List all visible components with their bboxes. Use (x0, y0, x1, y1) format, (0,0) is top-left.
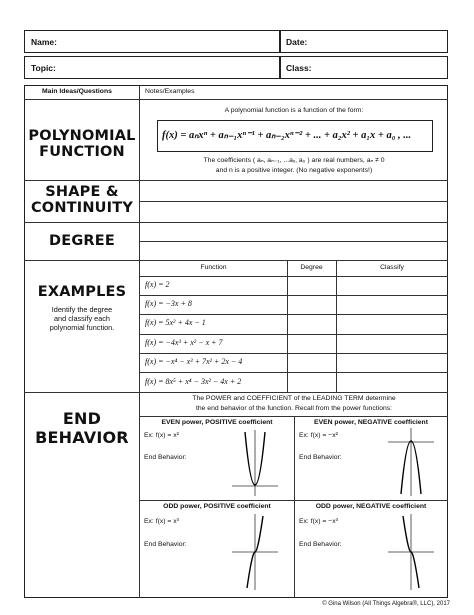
coefficients-line1: The coefficients ( aₙ, aₙ₋₁, ...aₓ, a₀ ) are real numbers, aₙ ≠ 0 (203, 157, 385, 164)
formula-box (157, 120, 433, 152)
odd-positive-title: ODD power, POSITIVE coefficient (163, 503, 271, 510)
function-cell: f(x) = 2 (145, 280, 170, 289)
date-label: Date: (286, 37, 308, 47)
odd-negative-title: ODD power, NEGATIVE coefficient (315, 503, 427, 510)
degree-heading: DEGREE (48, 233, 116, 249)
table-row-divider (139, 295, 448, 296)
polynomial-intro: A polynomial function is a function of the form: (224, 107, 364, 114)
polynomial-heading-line2: FUNCTION (39, 144, 125, 160)
shape-heading-line1: SHAPE & (45, 184, 119, 200)
even-negative-label: End Behavior: (299, 454, 342, 461)
function-cell: f(x) = 5x² + 4x − 1 (145, 318, 206, 327)
note-line (139, 241, 448, 242)
table-header-degree: Degree (300, 264, 323, 271)
shape-heading (26, 184, 138, 216)
instructions-line3: polynomial function. (49, 323, 115, 332)
even-negative-example: Ex: f(x) = −x² (299, 432, 338, 439)
examples-instructions (26, 305, 138, 332)
copyright-footer: © Gina Wilson (All Things Algebra®, LLC), 2017 (322, 601, 450, 607)
even-negative-graph (388, 428, 434, 496)
end-behavior-intro-line1: The POWER and COEFFICIENT of the LEADING TERM determine (192, 395, 396, 402)
class-label: Class: (286, 63, 312, 73)
col-header-main-ideas: Main Ideas/Questions (42, 88, 112, 95)
end-behavior-heading-line1: END (62, 409, 102, 428)
row-divider (24, 180, 448, 181)
odd-negative-label: End Behavior: (299, 541, 342, 548)
function-cell: f(x) = −4x³ + x² − x + 7 (145, 338, 223, 347)
table-row-divider (139, 314, 448, 315)
function-cell: f(x) = 8x⁵ + x⁴ − 3x² − 4x + 2 (145, 377, 242, 386)
class-field[interactable] (280, 56, 448, 79)
table-header-classify: Classify (380, 264, 404, 271)
odd-negative-graph (388, 514, 434, 590)
function-cell: f(x) = −3x + 8 (145, 299, 192, 308)
name-label: Name: (31, 37, 57, 47)
coefficients-line2: and n is a positive integer. (No negative exponents!) (215, 167, 373, 174)
topic-field[interactable] (24, 56, 280, 79)
even-positive-title: EVEN power, POSITIVE coefficient (161, 419, 273, 426)
note-line (139, 201, 448, 202)
row-divider (24, 260, 448, 261)
topic-label: Topic: (31, 63, 56, 73)
odd-negative-example: Ex: f(x) = −x³ (299, 518, 338, 525)
table-row-divider (139, 334, 448, 335)
odd-positive-graph (232, 514, 278, 590)
col-header-notes: Notes/Examples (145, 88, 195, 95)
even-positive-graph (232, 428, 278, 496)
row-divider (24, 222, 448, 223)
end-behavior-heading-line2: BEHAVIOR (35, 428, 129, 447)
polynomial-heading-line1: POLYNOMIAL (28, 128, 136, 144)
table-row-divider (139, 372, 448, 373)
polynomial-formula: f(x) = aₙxⁿ + aₙ₋₁xⁿ⁻¹ + aₙ₋₂xⁿ⁻² + ... + a₂x² + a₁x + a₀ , ... (162, 130, 412, 141)
date-field[interactable] (280, 30, 448, 53)
table-header-function: Function (200, 264, 227, 271)
instructions-line1: Identify the degree (51, 305, 113, 314)
row-divider (24, 392, 448, 393)
name-field[interactable] (24, 30, 280, 53)
end-behavior-heading (26, 409, 138, 447)
even-positive-label: End Behavior: (144, 454, 187, 461)
table-row-divider (139, 276, 448, 277)
end-behavior-intro-line2: the end behavior of the function. Recall from the power functions: (195, 405, 393, 412)
odd-positive-label: End Behavior: (144, 541, 187, 548)
examples-heading: EXAMPLES (37, 284, 127, 300)
quad-divider (139, 500, 448, 501)
shape-heading-line2: CONTINUITY (30, 200, 134, 216)
polynomial-heading (26, 128, 138, 160)
even-negative-title: EVEN power, NEGATIVE coefficient (314, 419, 428, 426)
odd-positive-example: Ex: f(x) = x³ (144, 518, 179, 525)
table-row-divider (139, 353, 448, 354)
function-cell: f(x) = −x⁴ − x³ + 7x² + 2x − 4 (145, 357, 243, 366)
instructions-line2: and classify each (54, 314, 110, 323)
row-divider (24, 99, 448, 100)
even-positive-example: Ex: f(x) = x² (144, 432, 179, 439)
